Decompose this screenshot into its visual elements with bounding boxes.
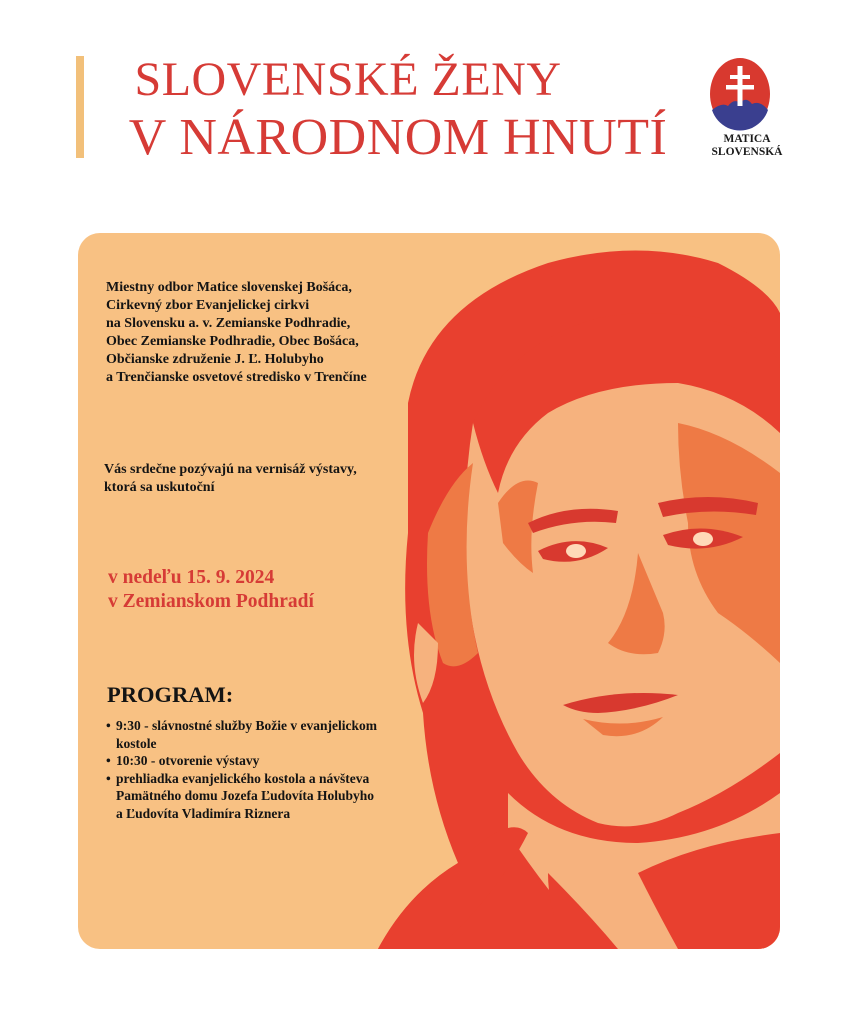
program-item (106, 770, 377, 823)
program-item-line: a Ľudovíta Vladimíra Riznera (116, 805, 291, 821)
program-item (106, 752, 377, 770)
invitation-line: ktorá sa uskutoční (104, 480, 215, 495)
title-line-2: V NÁRODNOM HNUTÍ (128, 109, 668, 166)
organizer-line: Občianske združenie J. Ľ. Holubyho (106, 352, 324, 367)
organizer-line: Obec Zemianske Podhradie, Obec Bošáca, (106, 334, 359, 349)
event-place: v Zemianskom Podhradí (108, 591, 314, 612)
program-item (106, 717, 377, 752)
program-item-line: • prehliadka evanjelického kostola a návšteva (116, 770, 370, 786)
event-date: v nedeľu 15. 9. 2024 (108, 567, 275, 588)
matica-slovenska-cross-emblem-icon (708, 56, 772, 132)
program-item-line: • 9:30 - slávnostné služby Božie v evanjelickom (116, 718, 377, 733)
accent-bar (76, 56, 84, 158)
program-heading: PROGRAM: (107, 682, 234, 707)
title-line-1: SLOVENSKÉ ŽENY (134, 53, 562, 106)
program-list (106, 717, 377, 822)
organizer-line: Cirkevný zbor Evanjelickej cirkvi (106, 298, 310, 313)
organizer-line: a Trenčianske osvetové stredisko v Trenčíne (106, 370, 367, 385)
program-item-line: kostole (116, 735, 157, 751)
logo-text-line-1: MATICA (723, 133, 771, 145)
poster-panel (78, 233, 780, 949)
program-item-line: • 10:30 - otvorenie výstavy (116, 753, 260, 768)
organizers-text (106, 279, 367, 387)
program-item-line: Pamätného domu Jozefa Ľudovíta Holubyho (116, 788, 375, 803)
logo-text-line-2: SLOVENSKÁ (711, 146, 783, 158)
organizer-line: na Slovensku a. v. Zemianske Podhradie, (106, 316, 351, 331)
invitation-line: Vás srdečne pozývajú na vernisáž výstavy, (104, 462, 357, 477)
invitation-text (104, 461, 357, 497)
matica-logo (704, 56, 790, 164)
event-date-place (108, 566, 314, 614)
organizer-line: Miestny odbor Matice slovenskej Bošáca, (106, 280, 352, 295)
